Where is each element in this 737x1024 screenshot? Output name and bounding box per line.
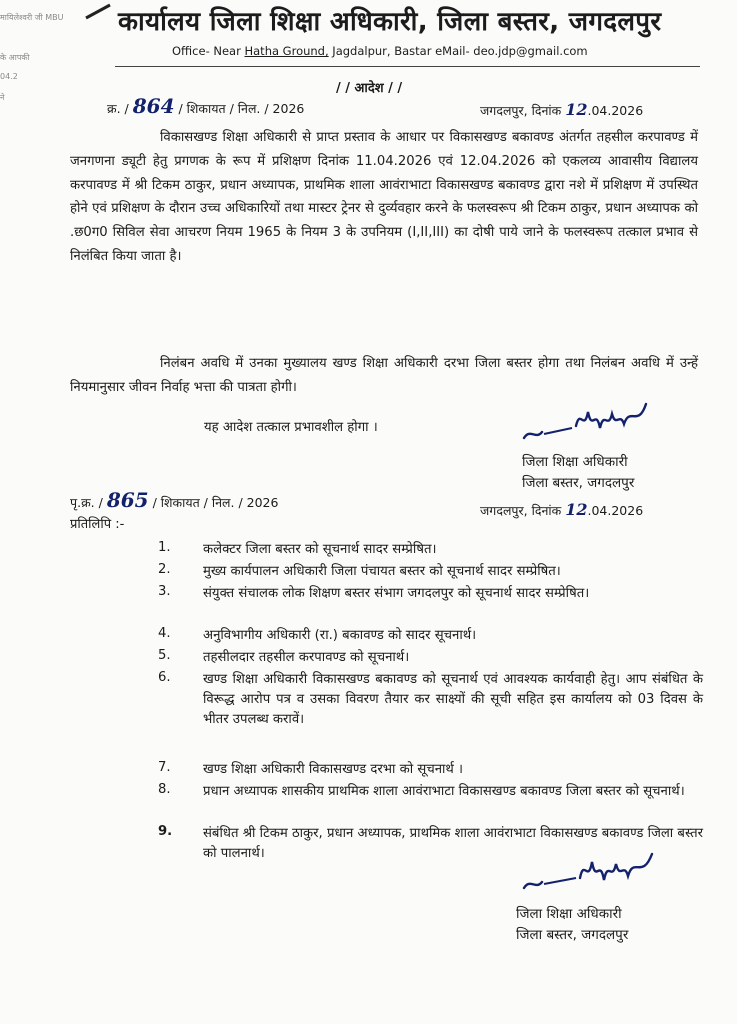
list-item-number: 2.: [158, 562, 171, 577]
list-item: कलेक्टर जिला बस्तर को सूचनार्थ सादर सम्प्रेषित।: [203, 542, 437, 557]
order-paragraph-2: [70, 352, 698, 400]
list-item: संयुक्त संचालक लोक शिक्षण बस्तर संभाग जगदलपुर को सूचनार्थ सादर सम्प्रेषित।: [203, 586, 590, 601]
header-pen-mark-icon: [84, 2, 114, 22]
office-address-landmark: Hatha Ground,: [244, 44, 329, 58]
signature-1-mark-icon: [520, 398, 660, 448]
order-paragraph-2-text: निलंबन अवधि में उनका मुख्यालय खण्ड शिक्षा अधिकारी दरभा जिला बस्तर होगा तथा निलंबन अवधि में उन्हें नियमानुसार जीवन निर्वाह भत्ता की पात्रता होगी।: [70, 356, 698, 395]
order-paragraph-1-text: विकासखण्ड शिक्षा अधिकारी से प्राप्त प्रस्ताव के आधार पर विकासखण्ड बकावण्ड अंतर्गत तहसील करपावण्ड में जनगणना ड्यूटी हेतु प्रगणक के रूप में प्रशिक्षण दिनांक 11.04.2026 एवं 12.04.2026 को एकलव्य आवासीय विद्यालय करपावण्ड में श्री टिकम ठाकुर, प्रधान अध्यापक, प्राथमिक शाला आवंराभाटा विकासखण्ड बकावण्ड द्वारा नशे में प्रशिक्षण में उपस्थित होने एवं प्रशिक्षण के दौरान उच्च अधिकारियों तथा मास्टर ट्रेनर से दुर्व्यवहार करने के फलस्वरूप श्री टिकम ठाकुर, प्रधान अध्यापक को .छ0ग0 सिविल सेवा आचरण नियम 1965 के नियम 3 के उपनियम (I,II,III) का दोषी पाये जाने के फलस्वरूप तत्काल प्रभाव से निलंबित किया जाता है।: [70, 130, 698, 264]
signature-1-district: जिला बस्तर, जगदलपुर: [522, 475, 635, 491]
order-effective-line: यह आदेश तत्काल प्रभावशील होगा ।: [204, 420, 378, 435]
order-month-year: .04.2026: [587, 103, 644, 118]
list-item: संबंधित श्री टिकम ठाकुर, प्रधान अध्यापक, प्राथमिक शाला आवंराभाटा विकासखण्ड बकावण्ड जिला बस्तर को पालनार्थ।: [203, 826, 703, 861]
copy-ref-prefix: पृ.क्र. /: [70, 495, 103, 510]
list-item-number: 3.: [158, 584, 171, 599]
copy-month-year: .04.2026: [587, 503, 644, 518]
office-address: [172, 44, 588, 58]
list-item: तहसीलदार तहसील करपावण्ड को सूचनार्थ।: [203, 650, 410, 665]
list-item: खण्ड शिक्षा अधिकारी विकासखण्ड बकावण्ड को सूचनार्थ एवं आवश्यक कार्यवाही हेतु। आप संबंधित के विरूद्ध आरोप पत्र व उसका विवरण तैयार कर साक्ष्यों की सूची सहित इस कार्यालय को 03 दिवस के भीतर उपलब्ध करावें।: [203, 672, 703, 727]
order-ref-prefix: क्र. /: [107, 101, 129, 116]
order-paragraph-1: [70, 126, 698, 269]
list-item-number: 4.: [158, 626, 171, 641]
copy-reference: [70, 488, 278, 512]
list-item: प्रधान अध्यापक शासकीय प्राथमिक शाला आवंराभाटा विकासखण्ड बकावण्ड जिला बस्तर को सूचनार्थ।: [203, 784, 685, 799]
list-item-number: 9.: [158, 824, 173, 839]
signature-2-mark-icon: [520, 848, 670, 898]
header-divider: [115, 66, 700, 67]
signature-1-block: [522, 452, 634, 494]
order-number-handwritten: 864: [132, 94, 175, 118]
copy-ref-suffix: / शिकायत / निल. / 2026: [152, 495, 279, 510]
margin-note: ने: [0, 93, 5, 102]
office-title: कार्यालय जिला शिक्षा अधिकारी, जिला बस्तर, जगदलपुर: [118, 7, 662, 37]
order-ref-suffix: / शिकायत / निल. / 2026: [178, 101, 305, 116]
list-item: मुख्य कार्यपालन अधिकारी जिला पंचायत बस्तर को सूचनार्थ सादर सम्प्रेषित।: [203, 564, 561, 579]
list-item: अनुविभागीय अधिकारी (रा.) बकावण्ड को सादर सूचनार्थ।: [203, 628, 477, 643]
list-item-number: 5.: [158, 648, 171, 663]
list-item-number: 8.: [158, 782, 171, 797]
signature-1-designation: जिला शिक्षा अधिकारी: [522, 454, 628, 470]
office-address-prefix: Office- Near: [172, 44, 245, 58]
signature-2-designation: जिला शिक्षा अधिकारी: [516, 906, 622, 922]
copy-date: [480, 500, 643, 519]
signature-2-block: [516, 904, 628, 946]
margin-note: 04.2: [0, 72, 18, 81]
order-heading: / / आदेश / /: [336, 81, 403, 96]
copy-to-label: प्रतिलिपि :-: [70, 517, 125, 532]
order-place-date: जगदलपुर, दिनांक: [480, 103, 562, 118]
list-item-number: 1.: [158, 540, 171, 555]
signature-2-district: जिला बस्तर, जगदलपुर: [516, 927, 629, 943]
list-item-number: 7.: [158, 760, 171, 775]
copy-place-date: जगदलपुर, दिनांक: [480, 503, 562, 518]
copy-number-handwritten: 865: [106, 488, 149, 512]
office-address-rest: Jagdalpur, Bastar eMail- deo.jdp@gmail.com: [328, 44, 588, 58]
copy-day-handwritten: 12: [565, 500, 588, 519]
margin-note: के आपकी: [0, 53, 30, 62]
order-reference: [107, 94, 304, 118]
order-date: [480, 100, 643, 119]
order-day-handwritten: 12: [565, 100, 588, 119]
list-item: खण्ड शिक्षा अधिकारी विकासखण्ड दरभा को सूचनार्थ ।: [203, 762, 464, 777]
margin-note: मायिलेश्वरी जी MBU: [0, 13, 64, 22]
list-item-number: 6.: [158, 670, 171, 685]
